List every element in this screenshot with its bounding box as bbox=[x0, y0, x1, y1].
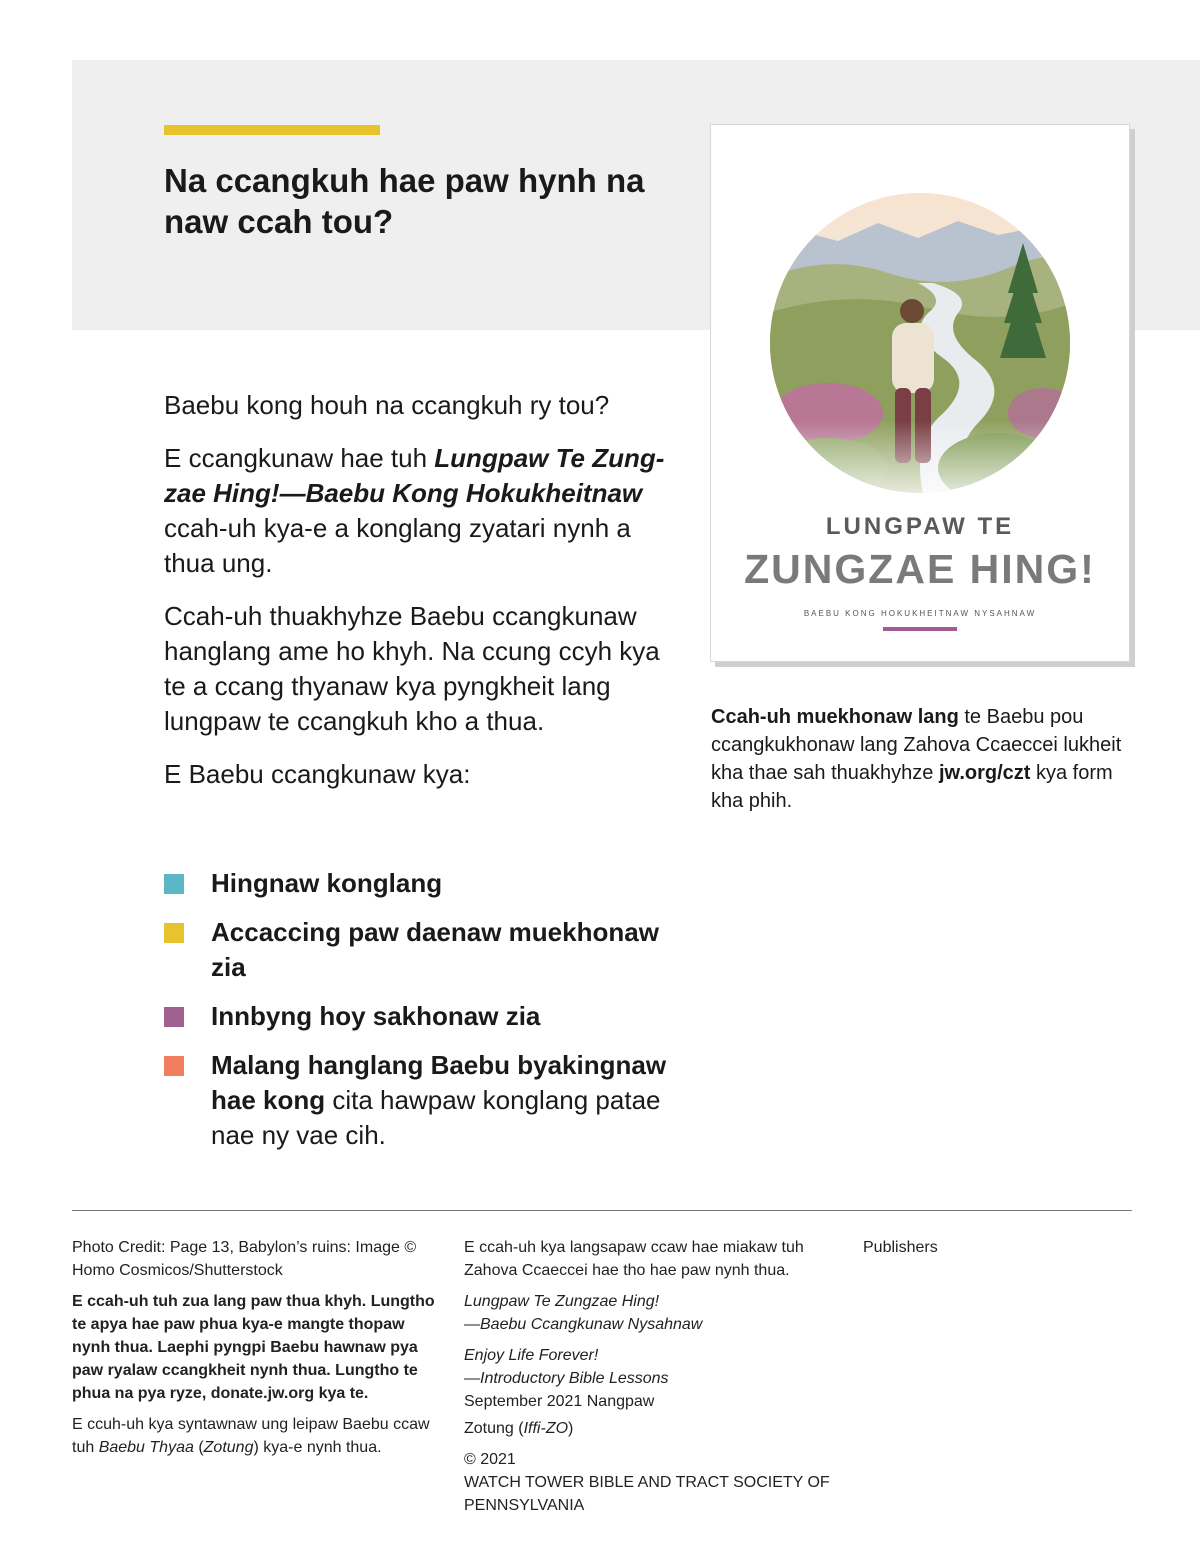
page-title bbox=[164, 160, 684, 242]
body-text bbox=[164, 388, 684, 810]
photo-credit: Photo Credit: Page 13, Babylon’s ruins: Image © Homo Cosmicos/Shutterstock bbox=[72, 1239, 417, 1279]
english-title: Enjoy Life Forever! —Introductory Bible Lessons September 2021 Nangpaw bbox=[464, 1347, 669, 1410]
list-item: Malang hanglang Baebu byakingnaw hae kong cita hawpaw konglang patae nae ny vae cih. bbox=[164, 1048, 684, 1153]
footer-divider bbox=[72, 1210, 1132, 1211]
book-title: Lungpaw Te Zung-zae Hing!—Baebu Kong Hokukheitnaw bbox=[164, 443, 665, 508]
cover-title-line-2: ZUNGZAE HING! bbox=[744, 546, 1096, 592]
topic-list bbox=[164, 866, 684, 1167]
yellow-square-icon bbox=[164, 923, 184, 943]
publishers-label: Publishers bbox=[863, 1239, 938, 1256]
book-cover bbox=[710, 124, 1130, 662]
body-paragraph-3: Ccah-uh thuakhyhze Baebu ccangkunaw hanglang ame ho khyh. Na ccung ccyh kya te a ccang thyanaw kya pyngkheit lang lungpaw te ccangkuh kho a thua. bbox=[164, 601, 660, 736]
side-note: Ccah-uh muekhonaw lang te Baebu pou ccangkukhonaw lang Zahova Ccaeccei lukheit kha thae sah thuakhyhze jw.org/czt kya form kha phih. bbox=[711, 706, 1122, 812]
copyright: © 2021 WATCH TOWER BIBLE AND TRACT SOCIETY OF PENNSYLVANIA bbox=[464, 1451, 830, 1514]
language-code: Zotung (Iffi-ZO) bbox=[464, 1420, 574, 1437]
list-item: Hingnaw konglang bbox=[164, 866, 684, 901]
accent-bar bbox=[164, 125, 380, 135]
footer-column-2 bbox=[464, 1236, 854, 1525]
orange-square-icon bbox=[164, 1056, 184, 1076]
body-paragraph-2: E ccangkunaw hae tuh Lungpaw Te Zung-zae Hing!—Baebu Kong Hokukheitnaw ccah-uh kya-e a konglang zyatari nynh a thua ung. bbox=[164, 443, 665, 578]
teal-square-icon bbox=[164, 874, 184, 894]
title-line-1: Na ccangkuh hae paw hynh na bbox=[164, 162, 645, 199]
cover-accent-line bbox=[883, 627, 957, 631]
title-line-2: naw ccah tou? bbox=[164, 203, 394, 240]
donation-note: E ccah-uh tuh zua lang paw thua khyh. Lungtho te apya hae paw phua kya-e mangte thopaw nynh thua. Laephi pyngpi Baebu hawnaw pya paw ryalaw ccangkheit nynh thua. Lungtho te phua na pya ryze, donate.jw.org kya te. bbox=[72, 1293, 435, 1402]
list-item: Innbyng hoy sakhonaw zia bbox=[164, 999, 684, 1034]
website-link[interactable]: jw.org/czt bbox=[938, 762, 1031, 784]
cover-subtitle: BAEBU KONG HOKUKHEITNAW NYSAHNAW bbox=[803, 609, 1037, 618]
body-paragraph-1: Baebu kong houh na ccangkuh ry tou? bbox=[164, 390, 610, 420]
local-title: Lungpaw Te Zungzae Hing! —Baebu Ccangkunaw Nysahnaw bbox=[464, 1293, 703, 1333]
list-item: Accaccing paw daenaw muekhonaw zia bbox=[164, 915, 684, 985]
body-paragraph-4: E Baebu ccangkunaw kya: bbox=[164, 759, 471, 789]
footer-column-3 bbox=[863, 1236, 1063, 1267]
bible-note: E ccuh-uh kya syntawnaw ung leipaw Baebu ccaw tuh Baebu Thyaa (Zotung) kya-e nynh thua. bbox=[72, 1416, 430, 1456]
cover-title-line-1: LUNGPAW TE bbox=[825, 513, 1015, 540]
purple-square-icon bbox=[164, 1007, 184, 1027]
cover-illustration bbox=[768, 183, 1072, 513]
footer-column-1 bbox=[72, 1236, 442, 1467]
publish-note: E ccah-uh kya langsapaw ccaw hae miakaw tuh Zahova Ccaeccei hae tho hae paw nynh thua. bbox=[464, 1239, 804, 1279]
